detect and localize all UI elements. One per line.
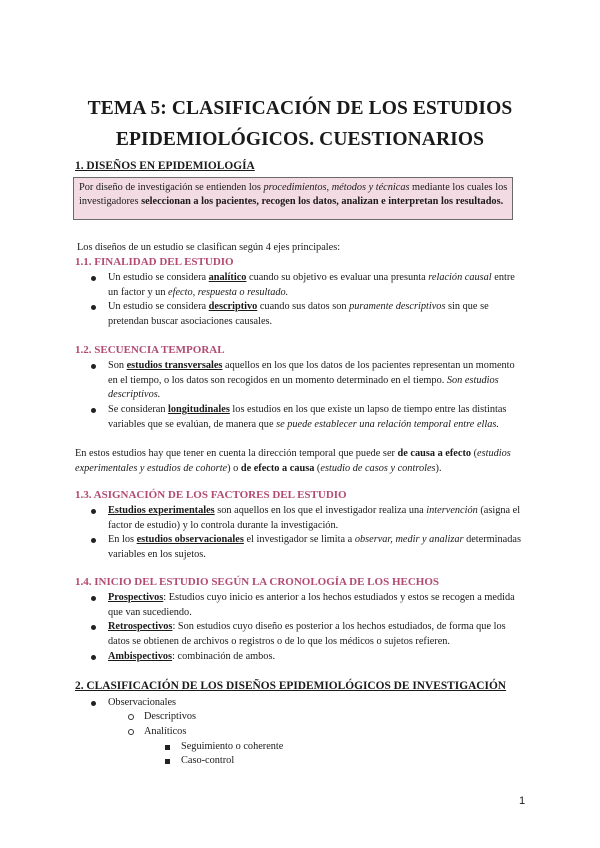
italic-text: puramente descriptivos [349, 301, 446, 312]
list-item-observacionales: Observacionales [108, 697, 177, 708]
subsection-1-4-heading: 1.4. INICIO DEL ESTUDIO SEGÚN LA CRONOLOGÍA DE LOS HECHOS [75, 576, 440, 588]
text: ). [435, 463, 442, 474]
page-number: 1 [519, 795, 526, 807]
keyword: Retrospectivos [108, 621, 173, 632]
keyword: Prospectivos [108, 592, 164, 603]
text: sin que se pretendan buscar asociaciones causales. [108, 301, 489, 327]
bullet-descriptivo [108, 300, 523, 329]
text: : Son estudios cuyo diseño es posterior a los hechos estudiados, de forma que los datos se obtienen de archivos o registros o de lo que los médicos o sujetos refieren. [108, 621, 506, 647]
section-1-intro: Los diseños de un estudio se clasifican según 4 ejes principales: [77, 242, 341, 253]
text: son aquellos en los que el investigador realiza una [214, 505, 427, 516]
section-1-heading: 1. DISEÑOS EN EPIDEMIOLOGÍA [75, 160, 255, 172]
text: En estos estudios hay que tener en cuenta la dirección temporal que puede ser [75, 448, 398, 459]
text: ( [314, 463, 321, 474]
def-bold: seleccionan a los pacientes, recogen los datos, analizan e interpretan los resultados. [141, 195, 504, 207]
italic-text: Son estudios descriptivos. [108, 374, 499, 400]
text: (asigna el factor de estudio) y lo controla durante la investigación. [108, 505, 521, 531]
text: determinadas variables en los sujetos. [108, 534, 521, 560]
text: En los [108, 534, 137, 545]
italic-text: se puede establecer una relación temporal entre ellas. [276, 418, 499, 430]
page-title-line-1: TEMA 5: CLASIFICACIÓN DE LOS ESTUDIOS [87, 98, 513, 119]
def-text-2: mediante los cuales los investigadores [79, 182, 508, 207]
definition-box [73, 177, 513, 220]
italic-text: estudio de casos y controles [320, 463, 436, 474]
italic-text: efecto, respuesta o resultado. [168, 286, 289, 298]
italic-text: relación causal [428, 272, 492, 283]
bullet-transversales [108, 359, 523, 403]
text: Son [108, 360, 127, 371]
list-item-caso-control: Caso-control [181, 755, 235, 766]
keyword: descriptivo [208, 301, 258, 312]
bold-text: de causa a efecto [397, 448, 472, 459]
list-item-analiticos: Analíticos [144, 726, 187, 737]
text: entre un factor y un [108, 272, 515, 298]
bullet-retrospectivos [108, 620, 523, 649]
bullet-analitico [108, 271, 523, 300]
text: cuando sus datos son [257, 301, 350, 312]
page-title-line-2: EPIDEMIOLÓGICOS. CUESTIONARIOS [115, 129, 485, 150]
keyword: estudios observacionales [136, 534, 244, 545]
text: : combinación de ambos. [172, 651, 276, 662]
bold-text: de efecto a causa [240, 463, 315, 474]
bullet-observacionales [108, 533, 523, 562]
subsection-1-1-heading: 1.1. FINALIDAD DEL ESTUDIO [75, 256, 234, 268]
subsection-1-3-heading: 1.3. ASIGNACIÓN DE LOS FACTORES DEL ESTUDIO [75, 489, 347, 501]
section-2-heading: 2. CLASIFICACIÓN DE LOS DISEÑOS EPIDEMIOLÓGICOS DE INVESTIGACIÓN [75, 680, 507, 692]
text: cuando su objetivo es evaluar una presunta [246, 272, 429, 283]
text: Un estudio se considera [108, 301, 209, 312]
text: los estudios en los que existe un lapso de tiempo entre las distintas variables que se evalúan, de manera que [108, 404, 507, 430]
text: ) o [227, 463, 241, 474]
text: Se consideran [108, 404, 169, 415]
subsection-1-2-heading: 1.2. SECUENCIA TEMPORAL [75, 344, 225, 356]
bullet-ambispectivos [108, 650, 523, 665]
text: ( [471, 448, 478, 459]
text: aquellos en los que los datos de los pacientes representan un momento en el tiempo, o los datos son recogidos en un momento determinado en el tiempo. [108, 360, 515, 386]
bullet-prospectivos [108, 591, 523, 620]
italic-text: intervención [426, 505, 478, 516]
keyword: analítico [208, 272, 247, 283]
text: el investigador se limita a [243, 534, 355, 545]
list-item-seguimiento: Seguimiento o coherente [181, 741, 284, 752]
page-title [40, 93, 560, 155]
bullet-longitudinales [108, 403, 523, 432]
def-text-1: Por diseño de investigación se entienden los [79, 182, 264, 193]
text: Un estudio se considera [108, 272, 209, 283]
italic-text: observar, medir y analizar [354, 534, 464, 545]
list-item-descriptivos: Descriptivos [144, 711, 197, 722]
keyword: Ambispectivos [108, 651, 173, 662]
text: : Estudios cuyo inicio es anterior a los hechos estudiados y estos se recogen a medida que van sucediendo. [108, 592, 515, 618]
def-italic: procedimientos, métodos y técnicas [263, 182, 410, 193]
temporal-direction-paragraph [75, 446, 525, 476]
keyword: Estudios experimentales [108, 505, 215, 516]
italic-text: estudios experimentales y estudios de cohorte [75, 448, 511, 474]
keyword: longitudinales [168, 404, 230, 415]
bullet-experimentales [108, 504, 523, 533]
keyword: estudios transversales [126, 360, 223, 371]
